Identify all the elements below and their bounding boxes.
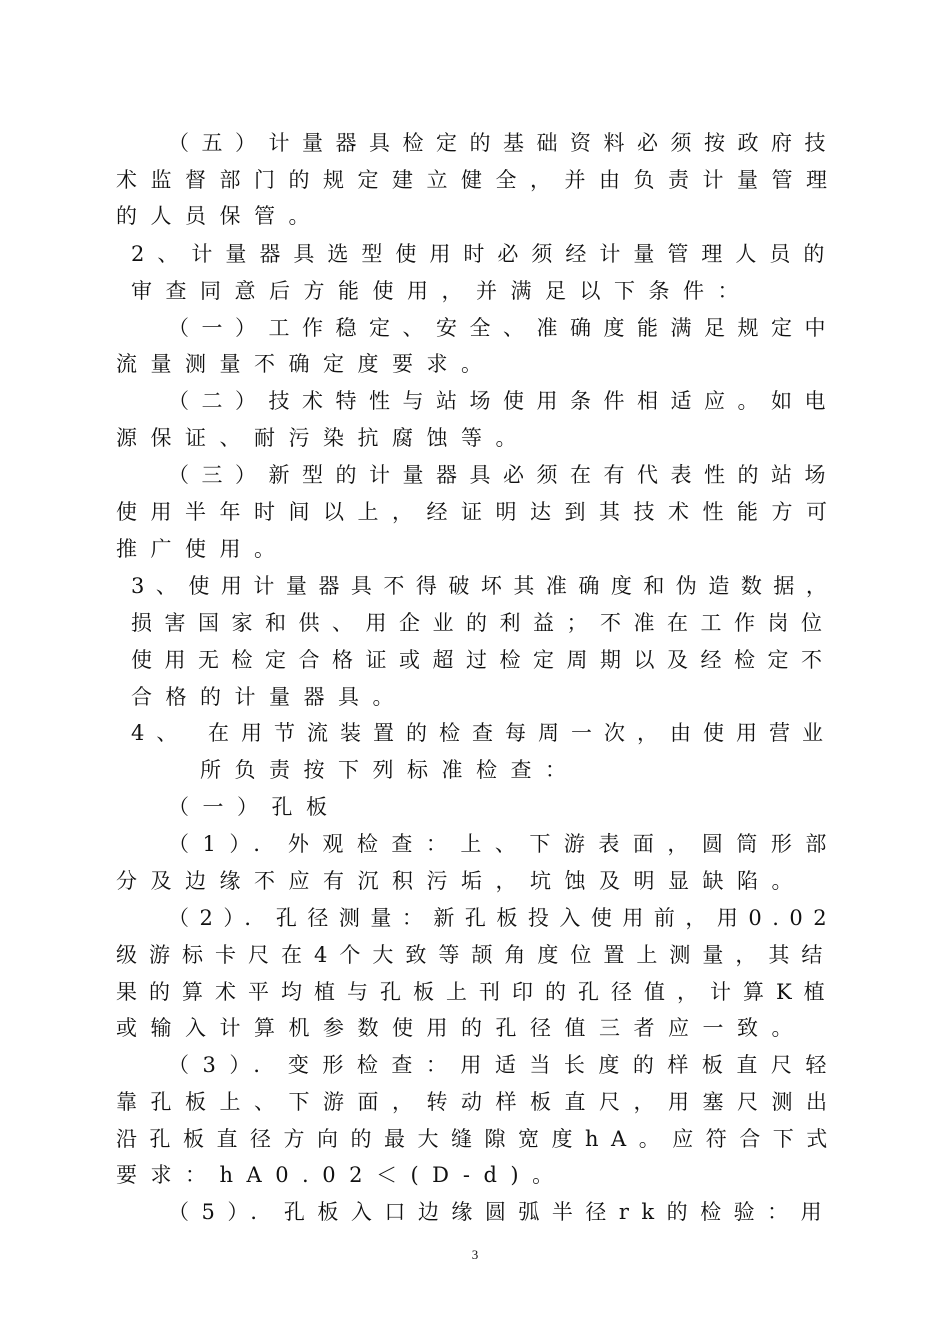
text-line-18: 所负责按下列标准检查： [200,758,580,782]
text-line-5: 审查同意后方能使用，并满足以下条件： [131,279,752,303]
text-line-9: 源保证、耐污染抗腐蚀等。 [116,426,530,450]
text-line-13: 3、使用计量器具不得破坏其准确度和伪造数据， [131,574,839,598]
text-line-27: 靠孔板上、下游面，转动样板直尺，用塞尺测出 [116,1090,841,1114]
text-line-16: 合格的计量器具。 [131,685,407,709]
text-line-26: （3）．变形检查：用适当长度的样板直尺轻 [168,1053,840,1077]
text-line-1: （五）计量器具检定的基础资料必须按政府技 [168,131,838,155]
text-line-29: 要求：hA0.02＜(D-d)。 [116,1163,567,1187]
text-line-2: 术监督部门的规定建立健全，并由负责计量管理 [116,168,841,192]
text-line-10: （三）新型的计量器具必须在有代表性的站场 [168,463,838,487]
text-line-19: （一）孔板 [168,795,341,819]
text-line-22: （2）．孔径测量：新孔板投入使用前，用0.02 [168,906,838,930]
text-line-15: 使用无检定合格证或超过检定周期以及经检定不 [131,648,835,672]
text-line-17: 4、 在用节流装置的检查每周一次，由使用营业 [131,721,836,745]
text-line-11: 使用半年时间以上，经证明达到其技术性能方可 [116,500,841,524]
text-line-12: 推广使用。 [116,537,289,561]
text-line-24: 果的算术平均植与孔板上刊印的孔径值，计算K植 [116,980,837,1004]
text-line-21: 分及边缘不应有沉积污垢，坑蚀及明显缺陷。 [116,869,806,893]
text-line-23: 级游标卡尺在4个大致等颉角度位置上测量，其结 [116,943,835,967]
text-line-6: （一）工作稳定、安全、准确度能满足规定中 [168,316,838,340]
text-line-14: 损害国家和供、用企业的利益；不准在工作岗位 [131,611,835,635]
text-line-20: （1）．外观检查：上、下游表面，圆筒形部 [168,832,840,856]
text-line-8: （二）技术特性与站场使用条件相适应。如电 [168,389,838,413]
text-line-28: 沿孔板直径方向的最大缝隙宽度hA。应符合下式 [116,1127,840,1151]
text-line-25: 或输入计算机参数使用的孔径值三者应一致。 [116,1016,806,1040]
text-line-3: 的人员保管。 [116,204,323,228]
text-line-4: 2、计量器具选型使用时必须经计量管理人员的 [131,242,838,266]
text-line-30: （5）．孔板入口边缘圆弧半径rk的检验：用 [168,1200,835,1224]
text-line-7: 流量测量不确定度要求。 [116,352,496,376]
page-number: 3 [471,1247,479,1262]
